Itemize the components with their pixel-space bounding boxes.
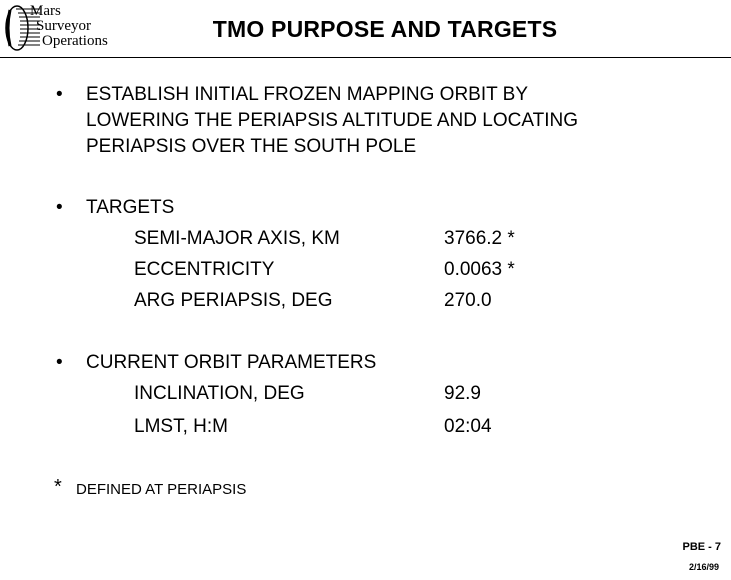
bullet-icon: •	[56, 352, 63, 373]
current-value-inclination: 92.9	[444, 383, 481, 404]
page-date: 2/16/99	[688, 562, 719, 572]
logo-line-surveyor: Surveyor	[36, 18, 91, 34]
bullet-icon: •	[56, 84, 63, 105]
purpose-line-3: PERIAPSIS OVER THE SOUTH POLE	[86, 136, 417, 157]
targets-heading: TARGETS	[86, 197, 175, 218]
bullet-icon: •	[56, 197, 63, 218]
target-label-semi-major-axis: SEMI-MAJOR AXIS, KM	[134, 228, 340, 249]
purpose-line-2: LOWERING THE PERIAPSIS ALTITUDE AND LOCATING	[86, 110, 578, 131]
target-value-arg-periapsis: 270.0	[444, 290, 492, 311]
current-value-lmst: 02:04	[444, 416, 492, 437]
purpose-line-1: ESTABLISH INITIAL FROZEN MAPPING ORBIT BY	[86, 84, 529, 105]
current-orbit-heading: CURRENT ORBIT PARAMETERS	[86, 352, 377, 373]
purpose-text	[86, 82, 578, 160]
current-label-lmst: LMST, H:M	[134, 416, 228, 437]
page-number: PBE - 7	[682, 541, 721, 553]
target-label-arg-periapsis: ARG PERIAPSIS, DEG	[134, 290, 333, 311]
header-divider	[0, 57, 731, 58]
footnote-text: DEFINED AT PERIAPSIS	[76, 481, 247, 498]
logo-line-mars: Mars	[30, 3, 61, 19]
logo-line-operations: Operations	[42, 33, 108, 49]
target-value-semi-major-axis: 3766.2 *	[444, 228, 515, 249]
page-title: TMO PURPOSE AND TARGETS	[212, 16, 558, 42]
target-value-eccentricity: 0.0063 *	[444, 259, 515, 280]
mars-surveyor-operations-logo	[4, 4, 114, 52]
target-label-eccentricity: ECCENTRICITY	[134, 259, 275, 280]
footnote-asterisk: *	[54, 476, 62, 498]
current-label-inclination: INCLINATION, DEG	[134, 383, 305, 404]
